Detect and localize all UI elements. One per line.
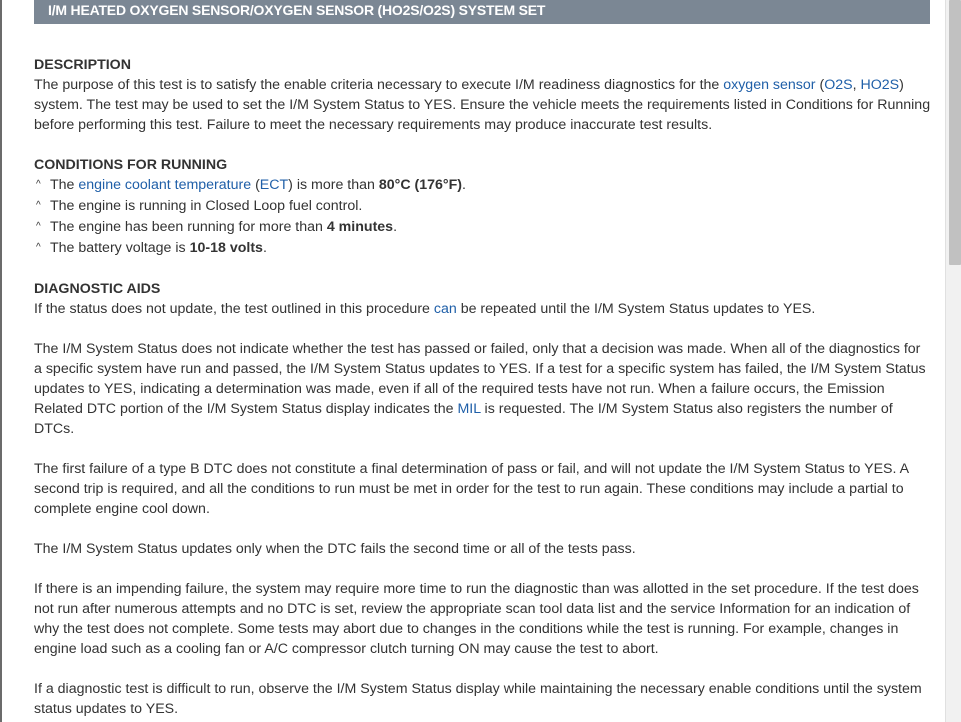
- condition-text: .: [262, 240, 267, 256]
- mil-link[interactable]: MIL: [457, 401, 481, 417]
- scrollbar-thumb[interactable]: [949, 0, 961, 265]
- description-paren-open: (: [815, 77, 825, 93]
- page-title: I/M HEATED OXYGEN SENSOR/OXYGEN SENSOR (HO2S/O2S) SYSTEM SET: [34, 0, 930, 24]
- ect-link[interactable]: ECT: [259, 177, 289, 193]
- description-heading: DESCRIPTION: [34, 57, 131, 73]
- engine-coolant-temperature-link[interactable]: engine coolant temperature: [78, 177, 252, 193]
- conditions-list: [34, 175, 932, 258]
- aids-paragraph-3: The first failure of a type B DTC does not constitute a final determination of pass or fail, and will not update the I/M System Status to YES. A second trip is required, and all the conditions to run must be met in order for the test to run again. These conditions may include a partial to complete engine cool down.: [34, 461, 909, 517]
- document-body: [34, 55, 932, 719]
- condition-text: The engine has been running for more than: [50, 219, 327, 235]
- o2s-link[interactable]: O2S: [824, 77, 853, 93]
- ho2s-link[interactable]: HO2S: [860, 77, 900, 93]
- can-link[interactable]: can: [433, 301, 457, 317]
- vertical-scrollbar[interactable]: [945, 0, 961, 722]
- aids-text: If the status does not update, the test outlined in this procedure: [34, 301, 434, 317]
- condition-text: .: [393, 219, 398, 235]
- condition-item-battery-voltage: [34, 238, 932, 258]
- document-content: [2, 0, 945, 722]
- condition-text: ) is more than: [288, 177, 379, 193]
- bullet-icon: ^: [36, 242, 41, 253]
- bullet-icon: ^: [36, 221, 41, 232]
- diagnostic-aids-heading: DIAGNOSTIC AIDS: [34, 281, 161, 297]
- description-text-before: The purpose of this test is to satisfy the enable criteria necessary to execute I/M readiness diagnostics for the: [34, 77, 724, 93]
- description-paragraph: [34, 75, 932, 135]
- condition-text: The: [50, 177, 79, 193]
- oxygen-sensor-link[interactable]: oxygen sensor: [723, 77, 816, 93]
- aids-text: is requested. The I/M System Status also registers the number of DTCs.: [34, 401, 893, 437]
- condition-text: The battery voltage is: [50, 240, 190, 256]
- description-comma: ,: [852, 77, 861, 93]
- description-text-after: ) system. The test may be used to set the I/M System Status to YES. Ensure the vehicle meets the requirements listed in Conditions for Running before performing this test. Failure to meet the necessary requirements may produce inaccurate test results.: [34, 77, 931, 133]
- condition-text: (: [251, 177, 260, 193]
- aids-text: be repeated until the I/M System Status updates to YES.: [456, 301, 816, 317]
- aids-paragraph-5: If there is an impending failure, the system may require more time to run the diagnostic than was allotted in the set procedure. If the test does not run after numerous attempts and no DTC is set, review the appropriate scan tool data list and the service Information for an indication of why the test does not complete. Some tests may abort due to changes in the conditions while the test is running. For example, changes in engine load such as a cooling fan or A/C compressor clutch turning ON may cause the test to abort.: [34, 581, 919, 657]
- aids-paragraph-1: [34, 299, 932, 319]
- aids-paragraph-2: [34, 339, 932, 439]
- condition-item-run-time: [34, 217, 932, 237]
- condition-value: 4 minutes: [326, 219, 394, 235]
- bullet-icon: ^: [36, 179, 41, 190]
- condition-text: .: [461, 177, 466, 193]
- condition-value: 80°C (176°F): [378, 177, 462, 193]
- condition-item-closed-loop: [34, 196, 932, 216]
- aids-paragraph-6: If a diagnostic test is difficult to run, observe the I/M System Status display while maintaining the necessary enable conditions until the system status updates to YES.: [34, 681, 922, 717]
- conditions-heading: CONDITIONS FOR RUNNING: [34, 157, 228, 173]
- condition-text: The engine is running in Closed Loop fuel control.: [50, 198, 363, 214]
- aids-text: The I/M System Status does not indicate whether the test has passed or failed, only that a decision was made. When all of the diagnostics for a specific system have run and passed, the I/M System Status updates to YES. If a test for a specific system has failed, the I/M System Status updates to YES, indicating a determination was made, even if all of the required tests have not run. When a failure occurs, the Emission Related DTC portion of the I/M System Status display indicates the: [34, 341, 926, 417]
- aids-paragraph-4: The I/M System Status updates only when the DTC fails the second time or all of the tests pass.: [34, 541, 636, 557]
- condition-item-ect: [34, 175, 932, 195]
- bullet-icon: ^: [36, 200, 41, 211]
- condition-value: 10-18 volts: [189, 240, 263, 256]
